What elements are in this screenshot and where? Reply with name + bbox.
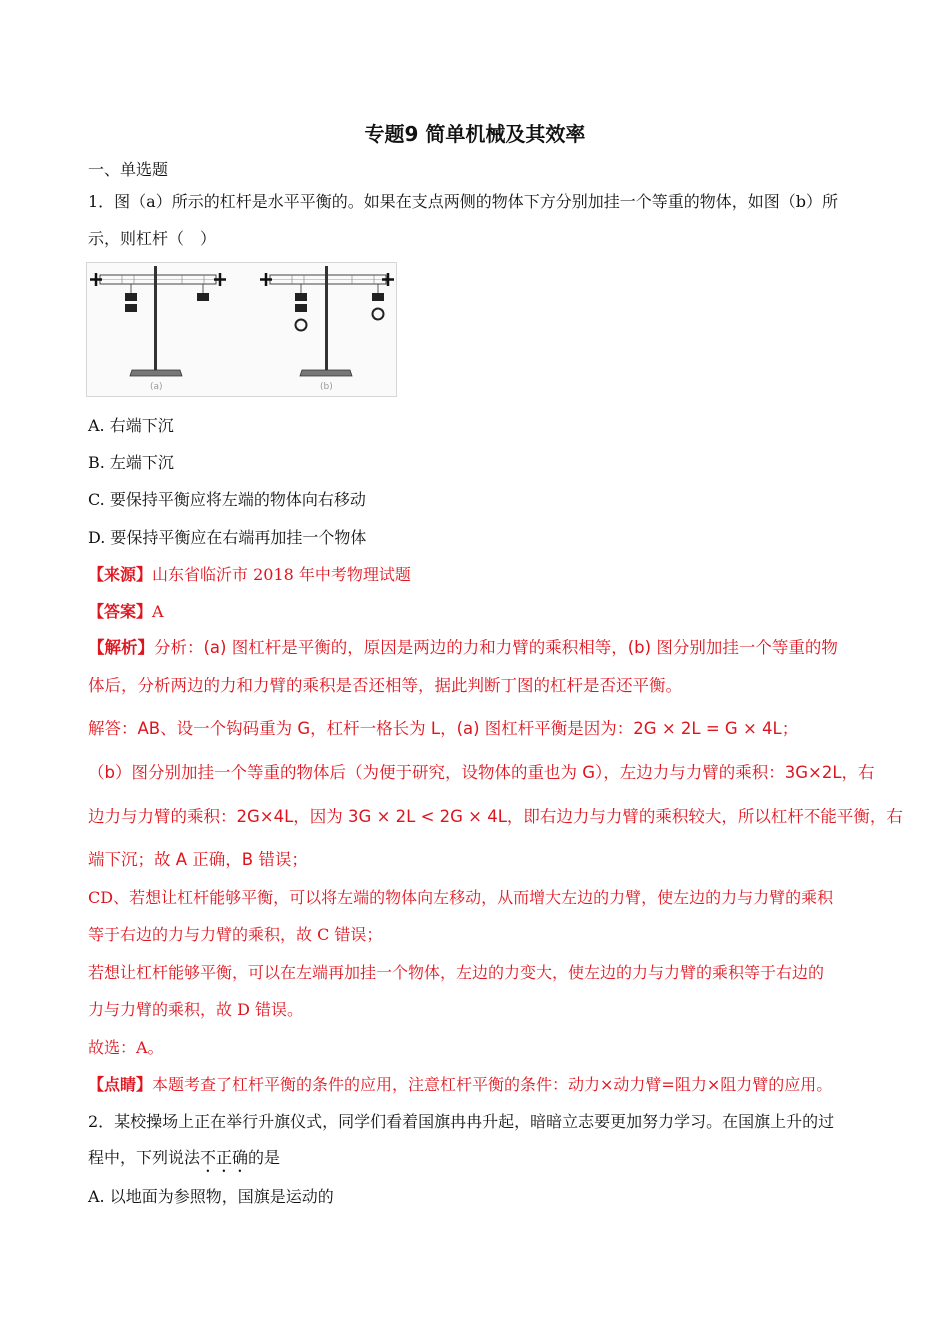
q1-comment: [88, 1075, 832, 1095]
answer-tag: 【答案】: [88, 602, 153, 621]
q1-analysis-line2: 体后，分析两边的力和力臂的乘积是否还相等，据此判断丁图的杠杆是否还平衡。: [88, 676, 682, 695]
q2-stem-before: 程中，下列说法: [88, 1148, 201, 1167]
q1-option-a: A. 右端下沉: [88, 416, 174, 435]
q2-stem-emphasis: 不正确: [200, 1148, 249, 1167]
analysis-text-1: 分析：(a) 图杠杆是平衡的，原因是两边的力和力臂的乘积相等，(b) 图分别加挂一个等重的物: [154, 638, 838, 657]
source-text: 山东省临沂市 2018 年中考物理试题: [152, 565, 411, 584]
q1-option-b: B. 左端下沉: [88, 453, 174, 472]
q1-answer: [88, 602, 164, 622]
q1-option-c: C. 要保持平衡应将左端的物体向右移动: [88, 490, 366, 509]
q1-cd-line2: 等于右边的力与力臂的乘积，故 C 错误；: [88, 925, 383, 944]
q1-solution-line2: （b）图分别加挂一个等重的物体后（为便于研究，设物体的重也为 G），左边力与力臂的乘积：3G×2L，右: [88, 763, 875, 782]
comment-tag: 【点睛】: [88, 1075, 153, 1094]
q1-conclusion: 故选：A。: [88, 1038, 164, 1057]
q1-d-line2: 力与力臂的乘积，故 D 错误。: [88, 1000, 304, 1019]
q1-cd-line1: CD、若想让杠杆能够平衡，可以将左端的物体向左移动，从而增大左边的力臂，使左边的力与力臂的乘积: [88, 888, 834, 907]
comment-text: 本题考查了杠杆平衡的条件的应用，注意杠杆平衡的条件：动力×动力臂=阻力×阻力臂的应用。: [152, 1075, 833, 1094]
source-tag: 【来源】: [88, 565, 153, 584]
q2-stem-line2: [88, 1148, 280, 1176]
q1-source: [88, 565, 411, 585]
analysis-tag: 【解析】: [88, 638, 154, 657]
q1-solution-line4: 端下沉；故 A 正确，B 错误；: [88, 850, 308, 869]
q1-analysis-line1: [88, 638, 838, 658]
q1-solution-line3: 边力与力臂的乘积：2G×4L，因为 3G × 2L < 2G × 4L，即右边力与力臂的乘积较大，所以杠杆不能平衡，右: [88, 807, 903, 826]
q1-stem-line1: 1．图（a）所示的杠杆是水平平衡的。如果在支点两侧的物体下方分别加挂一个等重的物体，如图（b）所: [88, 192, 838, 211]
lever-figure: [86, 262, 397, 397]
answer-text: A: [152, 602, 164, 621]
q1-d-line1: 若想让杠杆能够平衡，可以在左端再加挂一个物体，左边的力变大，使左边的力与力臂的乘积等于右边的: [88, 963, 825, 982]
q1-stem-line2: 示，则杠杆（ ）: [88, 229, 217, 248]
q1-solution-line1: 解答：AB、设一个钩码重为 G，杠杆一格长为 L，(a) 图杠杆平衡是因为：2G × 2L = G × 4L；: [88, 719, 799, 738]
figure-label-b: (b): [320, 382, 333, 392]
section-heading: 一、单选题: [88, 160, 169, 179]
q2-option-a: A. 以地面为参照物，国旗是运动的: [88, 1187, 334, 1206]
page-title: 专题9 简单机械及其效率: [364, 122, 586, 146]
figure-label-a: (a): [150, 382, 163, 392]
q2-stem-line1: 2．某校操场上正在举行升旗仪式，同学们看着国旗冉冉升起，暗暗立志要更加努力学习。在国旗上升的过: [88, 1112, 835, 1131]
q1-option-d: D. 要保持平衡应在右端再加挂一个物体: [88, 528, 367, 547]
q2-stem-after: 的是: [248, 1148, 281, 1167]
